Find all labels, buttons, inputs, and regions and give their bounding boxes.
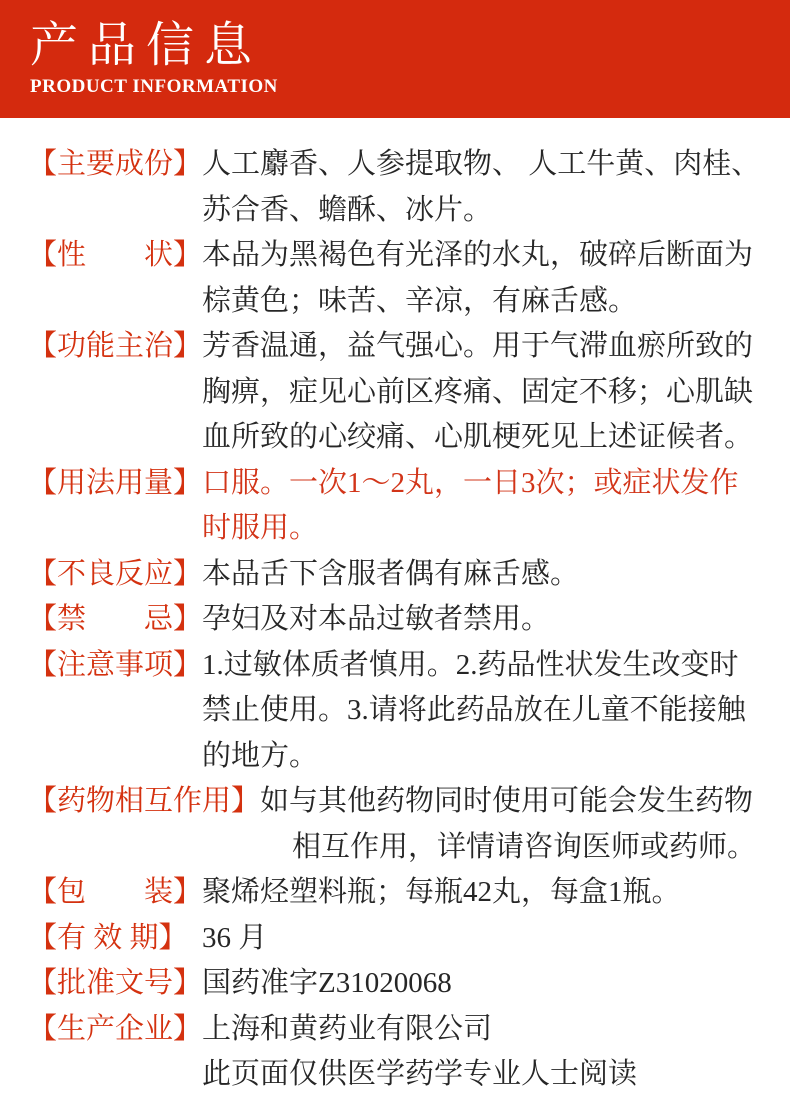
label-approval-number: 【批准文号】 <box>28 967 203 999</box>
row-properties <box>28 233 764 324</box>
content-line: 36 月 <box>202 921 268 954</box>
content-line: 禁止使用。3.请将此药品放在儿童不能接触 <box>202 694 746 726</box>
content-dosage <box>202 461 764 552</box>
content-line: 聚烯烃塑料瓶；每瓶42丸，每盒1瓶。 <box>202 876 681 908</box>
content-packaging <box>202 870 764 916</box>
label-drug-interactions: 【药物相互作用】 <box>28 785 261 817</box>
content-line: 胸痹，症见心前区疼痛、固定不移；心肌缺 <box>202 375 754 408</box>
content-line: 口服。一次1～2丸，一日3次；或症状发作 <box>202 466 739 499</box>
content-line: 苏合香、蟾酥、冰片。 <box>202 193 493 226</box>
page-subtitle: PRODUCT INFORMATION <box>30 76 278 97</box>
content-approval-number <box>202 961 764 1007</box>
content-drug-interactions <box>260 779 764 870</box>
content-adverse-reactions <box>202 552 764 598</box>
label-packaging: 【包 装】 <box>28 876 203 908</box>
label-adverse-reactions: 【不良反应】 <box>28 557 203 590</box>
content-line: 孕妇及对本品过敏者禁用。 <box>202 603 551 635</box>
page-title: 产品信息 <box>30 19 263 72</box>
content-line: 1.过敏体质者慎用。2.药品性状发生改变时 <box>202 648 739 681</box>
row-drug-interactions <box>28 779 764 870</box>
label-contraindications: 【禁 忌】 <box>28 603 203 635</box>
label-dosage: 【用法用量】 <box>28 466 203 499</box>
content-indications <box>202 324 764 461</box>
content-line: 时服用。 <box>202 512 319 544</box>
row-manufacturer <box>28 1007 764 1053</box>
footer-note: 此页面仅供医学药学专业人士阅读 <box>202 1058 638 1090</box>
row-precautions <box>28 643 764 780</box>
label-main-ingredients: 【主要成份】 <box>28 148 203 180</box>
content-line: 如与其他药物同时使用可能会发生药物 <box>260 785 754 817</box>
header-banner <box>0 0 790 118</box>
content-line: 本品为黑褐色有光泽的水丸，破碎后断面为 <box>202 239 754 271</box>
info-list <box>0 118 790 1098</box>
row-dosage <box>28 461 764 552</box>
label-precautions: 【注意事项】 <box>28 648 203 681</box>
content-main-ingredients <box>202 142 764 233</box>
content-line: 本品舌下含服者偶有麻舌感。 <box>202 557 580 590</box>
label-manufacturer: 【生产企业】 <box>28 1012 203 1045</box>
content-line: 上海和黄药业有限公司 <box>202 1012 493 1045</box>
content-line: 的地方。 <box>202 739 319 772</box>
row-approval-number <box>28 961 764 1007</box>
row-validity <box>28 916 764 962</box>
content-line: 芳香温通，益气强心。用于气滞血瘀所致的 <box>202 330 754 362</box>
label-indications: 【功能主治】 <box>28 330 203 362</box>
row-main-ingredients <box>28 142 764 233</box>
content-line: 棕黄色；味苦、辛凉，有麻舌感。 <box>202 284 638 317</box>
row-indications <box>28 324 764 461</box>
footer-note-row <box>28 1052 764 1098</box>
content-line: 血所致的心绞痛、心肌梗死见上述证候者。 <box>202 421 754 453</box>
content-manufacturer <box>202 1007 764 1053</box>
content-line: 人工麝香、人参提取物、 人工牛黄、肉桂、 <box>202 148 761 180</box>
row-adverse-reactions <box>28 552 764 598</box>
content-properties <box>202 233 764 324</box>
label-properties: 【性 状】 <box>28 239 203 271</box>
row-packaging <box>28 870 764 916</box>
content-contraindications <box>202 597 764 643</box>
label-validity: 【有 效 期】 <box>28 921 188 954</box>
content-line: 相互作用，详情请咨询医师或药师。 <box>292 830 757 863</box>
content-validity <box>202 916 764 962</box>
row-contraindications <box>28 597 764 643</box>
content-precautions <box>202 643 764 780</box>
content-line: 国药准字Z31020068 <box>202 967 452 999</box>
